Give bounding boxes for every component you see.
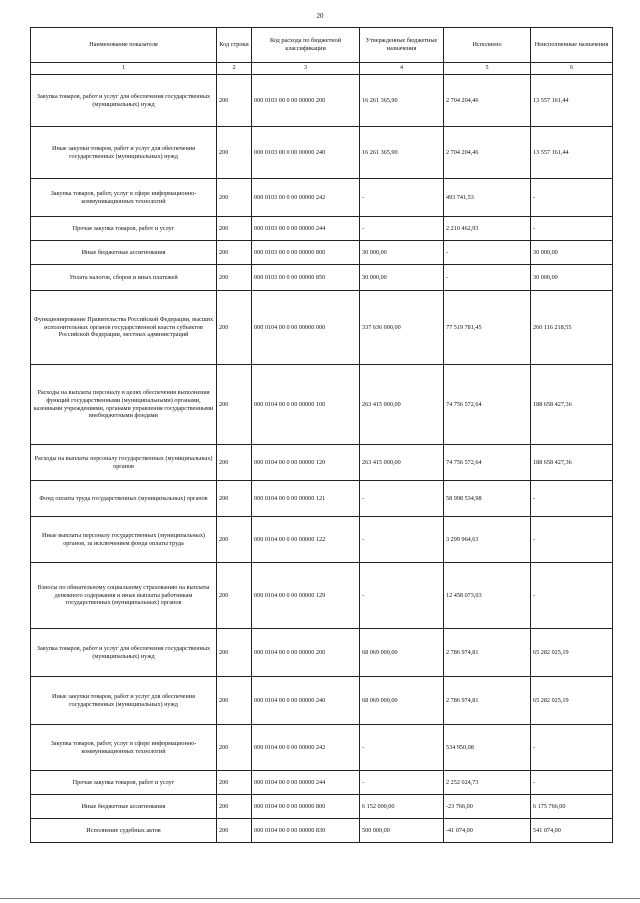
remaining-amount-cell: 13 557 161,44 — [531, 127, 613, 179]
indicator-name-cell: Прочая закупка товаров, работ и услуг — [31, 771, 217, 795]
header-indicator-name: Наименование показателя — [31, 28, 217, 63]
budget-code-cell: 000 0103 00 0 00 00000 200 — [252, 75, 360, 127]
executed-amount-cell: 12 458 073,03 — [444, 563, 531, 629]
indicator-name-cell: Исполнение судебных актов — [31, 819, 217, 843]
indicator-name-cell: Иные закупки товаров, работ и услуг для обеспечения государственных (муниципальных) нужд — [31, 677, 217, 725]
budget-code-cell: 000 0103 00 0 00 00000 244 — [252, 217, 360, 241]
budget-code-cell: 000 0104 00 0 00 00000 830 — [252, 819, 360, 843]
remaining-amount-cell: - — [531, 217, 613, 241]
table-row — [31, 481, 613, 517]
indicator-name-cell: Иные бюджетные ассигнования — [31, 795, 217, 819]
remaining-amount-cell: 30 000,00 — [531, 241, 613, 265]
column-number: 6 — [531, 63, 613, 75]
table-row — [31, 677, 613, 725]
budget-code-cell: 000 0103 00 0 00 00000 242 — [252, 179, 360, 217]
executed-amount-cell: 2 786 974,81 — [444, 629, 531, 677]
table-header-row — [31, 28, 613, 63]
indicator-name-cell: Прочая закупка товаров, работ и услуг — [31, 217, 217, 241]
budget-code-cell: 000 0103 00 0 00 00000 240 — [252, 127, 360, 179]
approved-amount-cell: 30 000,00 — [360, 241, 444, 265]
line-code-cell: 200 — [217, 795, 252, 819]
header-approved-appropriations: Утвержденные бюджетные назначения — [360, 28, 444, 63]
executed-amount-cell: -41 074,00 — [444, 819, 531, 843]
line-code-cell: 200 — [217, 629, 252, 677]
approved-amount-cell: 68 069 000,00 — [360, 677, 444, 725]
header-line-code: Код строки — [217, 28, 252, 63]
page-bottom-rule — [0, 898, 640, 899]
header-budget-classification-code: Код расхода по бюджетной классификации — [252, 28, 360, 63]
remaining-amount-cell: - — [531, 481, 613, 517]
table-row — [31, 517, 613, 563]
approved-amount-cell: 263 415 000,00 — [360, 445, 444, 481]
remaining-amount-cell: 6 175 766,00 — [531, 795, 613, 819]
executed-amount-cell: 534 950,08 — [444, 725, 531, 771]
executed-amount-cell: -23 766,00 — [444, 795, 531, 819]
approved-amount-cell: 16 261 365,90 — [360, 127, 444, 179]
approved-amount-cell: - — [360, 179, 444, 217]
approved-amount-cell: - — [360, 517, 444, 563]
line-code-cell: 200 — [217, 481, 252, 517]
table-row — [31, 265, 613, 291]
remaining-amount-cell: - — [531, 517, 613, 563]
budget-code-cell: 000 0104 00 0 00 00000 122 — [252, 517, 360, 563]
approved-amount-cell: - — [360, 725, 444, 771]
indicator-name-cell: Взносы по обязательному социальному страхованию на выплаты денежного содержания и иные выплаты работникам государственных (муниципальных) органов — [31, 563, 217, 629]
line-code-cell: 200 — [217, 725, 252, 771]
indicator-name-cell: Иные закупки товаров, работ и услуг для обеспечения государственных (муниципальных) нужд — [31, 127, 217, 179]
header-unexecuted-appropriations: Неисполненные назначения — [531, 28, 613, 63]
executed-amount-cell: 74 756 572,64 — [444, 365, 531, 445]
table-row — [31, 291, 613, 365]
indicator-name-cell: Иные бюджетные ассигнования — [31, 241, 217, 265]
column-number: 5 — [444, 63, 531, 75]
column-number: 4 — [360, 63, 444, 75]
line-code-cell: 200 — [217, 291, 252, 365]
indicator-name-cell: Закупка товаров, работ и услуг для обеспечения государственных (муниципальных) нужд — [31, 629, 217, 677]
budget-code-cell: 000 0104 00 0 00 00000 200 — [252, 629, 360, 677]
table-row — [31, 445, 613, 481]
approved-amount-cell: - — [360, 481, 444, 517]
remaining-amount-cell: 30 000,00 — [531, 265, 613, 291]
indicator-name-cell: Иные выплаты персоналу государственных (муниципальных) органов, за исключением фонда оплаты труда — [31, 517, 217, 563]
table-row — [31, 365, 613, 445]
line-code-cell: 200 — [217, 179, 252, 217]
column-number: 3 — [252, 63, 360, 75]
table-row — [31, 725, 613, 771]
page-number: 20 — [316, 12, 324, 20]
line-code-cell: 200 — [217, 265, 252, 291]
budget-code-cell: 000 0103 00 0 00 00000 800 — [252, 241, 360, 265]
table-row — [31, 179, 613, 217]
column-number: 2 — [217, 63, 252, 75]
budget-code-cell: 000 0104 00 0 00 00000 100 — [252, 365, 360, 445]
approved-amount-cell: - — [360, 771, 444, 795]
line-code-cell: 200 — [217, 517, 252, 563]
approved-amount-cell: - — [360, 217, 444, 241]
indicator-name-cell: Закупка товаров, работ и услуг для обеспечения государственных (муниципальных) нужд — [31, 75, 217, 127]
column-number: 1 — [31, 63, 217, 75]
indicator-name-cell: Расходы на выплаты персоналу в целях обеспечения выполнения функций государственными (муниципальными) органами, казенными учреждениями, органами управления государственными внебюджетными фондами — [31, 365, 217, 445]
remaining-amount-cell: - — [531, 179, 613, 217]
indicator-name-cell: Уплата налогов, сборов и иных платежей — [31, 265, 217, 291]
remaining-amount-cell: - — [531, 725, 613, 771]
remaining-amount-cell: 65 282 025,19 — [531, 677, 613, 725]
table-row — [31, 75, 613, 127]
approved-amount-cell: - — [360, 563, 444, 629]
budget-code-cell: 000 0104 00 0 00 00000 240 — [252, 677, 360, 725]
executed-amount-cell: 2 252 024,73 — [444, 771, 531, 795]
budget-code-cell: 000 0104 00 0 00 00000 120 — [252, 445, 360, 481]
approved-amount-cell: 6 152 000,00 — [360, 795, 444, 819]
remaining-amount-cell: - — [531, 563, 613, 629]
indicator-name-cell: Закупка товаров, работ, услуг в сфере информационно-коммуникационных технологий — [31, 725, 217, 771]
approved-amount-cell: 68 069 000,00 — [360, 629, 444, 677]
table-row — [31, 629, 613, 677]
table-row — [31, 819, 613, 843]
line-code-cell: 200 — [217, 365, 252, 445]
table-body — [31, 75, 613, 843]
remaining-amount-cell: 188 658 427,36 — [531, 365, 613, 445]
remaining-amount-cell: 13 557 161,44 — [531, 75, 613, 127]
executed-amount-cell: 77 519 781,45 — [444, 291, 531, 365]
line-code-cell: 200 — [217, 75, 252, 127]
remaining-amount-cell: - — [531, 771, 613, 795]
indicator-name-cell: Расходы на выплаты персоналу государственных (муниципальных) органов — [31, 445, 217, 481]
approved-amount-cell: 263 415 000,00 — [360, 365, 444, 445]
approved-amount-cell: 500 000,00 — [360, 819, 444, 843]
line-code-cell: 200 — [217, 677, 252, 725]
approved-amount-cell: 30 000,00 — [360, 265, 444, 291]
executed-amount-cell: 3 299 964,63 — [444, 517, 531, 563]
executed-amount-cell: - — [444, 265, 531, 291]
table-row — [31, 241, 613, 265]
executed-amount-cell: 2 786 974,81 — [444, 677, 531, 725]
budget-code-cell: 000 0104 00 0 00 00000 000 — [252, 291, 360, 365]
budget-code-cell: 000 0103 00 0 00 00000 850 — [252, 265, 360, 291]
line-code-cell: 200 — [217, 445, 252, 481]
table-row — [31, 127, 613, 179]
indicator-name-cell: Фонд оплаты труда государственных (муниципальных) органов — [31, 481, 217, 517]
remaining-amount-cell: 65 282 025,19 — [531, 629, 613, 677]
expenditure-report-table — [30, 27, 613, 843]
remaining-amount-cell: 188 658 427,36 — [531, 445, 613, 481]
budget-code-cell: 000 0104 00 0 00 00000 244 — [252, 771, 360, 795]
budget-code-cell: 000 0104 00 0 00 00000 121 — [252, 481, 360, 517]
executed-amount-cell: 2 704 204,46 — [444, 127, 531, 179]
executed-amount-cell: 74 756 572,64 — [444, 445, 531, 481]
executed-amount-cell: 493 741,53 — [444, 179, 531, 217]
budget-code-cell: 000 0104 00 0 00 00000 129 — [252, 563, 360, 629]
approved-amount-cell: 16 261 365,90 — [360, 75, 444, 127]
header-executed: Исполнено — [444, 28, 531, 63]
executed-amount-cell: - — [444, 241, 531, 265]
indicator-name-cell: Закупка товаров, работ, услуг в сфере информационно-коммуникационных технологий — [31, 179, 217, 217]
line-code-cell: 200 — [217, 771, 252, 795]
line-code-cell: 200 — [217, 127, 252, 179]
indicator-name-cell: Функционирование Правительства Российской Федерации, высших исполнительных органов государственной власти субъектов Российской Федерации, местных администраций — [31, 291, 217, 365]
table-row — [31, 217, 613, 241]
line-code-cell: 200 — [217, 241, 252, 265]
table-row — [31, 563, 613, 629]
table-row — [31, 771, 613, 795]
line-code-cell: 200 — [217, 819, 252, 843]
executed-amount-cell: 2 210 462,93 — [444, 217, 531, 241]
budget-code-cell: 000 0104 00 0 00 00000 242 — [252, 725, 360, 771]
remaining-amount-cell: 541 074,00 — [531, 819, 613, 843]
budget-code-cell: 000 0104 00 0 00 00000 800 — [252, 795, 360, 819]
column-number-row — [31, 63, 613, 75]
approved-amount-cell: 337 636 000,00 — [360, 291, 444, 365]
remaining-amount-cell: 260 116 218,55 — [531, 291, 613, 365]
line-code-cell: 200 — [217, 563, 252, 629]
line-code-cell: 200 — [217, 217, 252, 241]
table-row — [31, 795, 613, 819]
executed-amount-cell: 58 998 534,98 — [444, 481, 531, 517]
executed-amount-cell: 2 704 204,46 — [444, 75, 531, 127]
